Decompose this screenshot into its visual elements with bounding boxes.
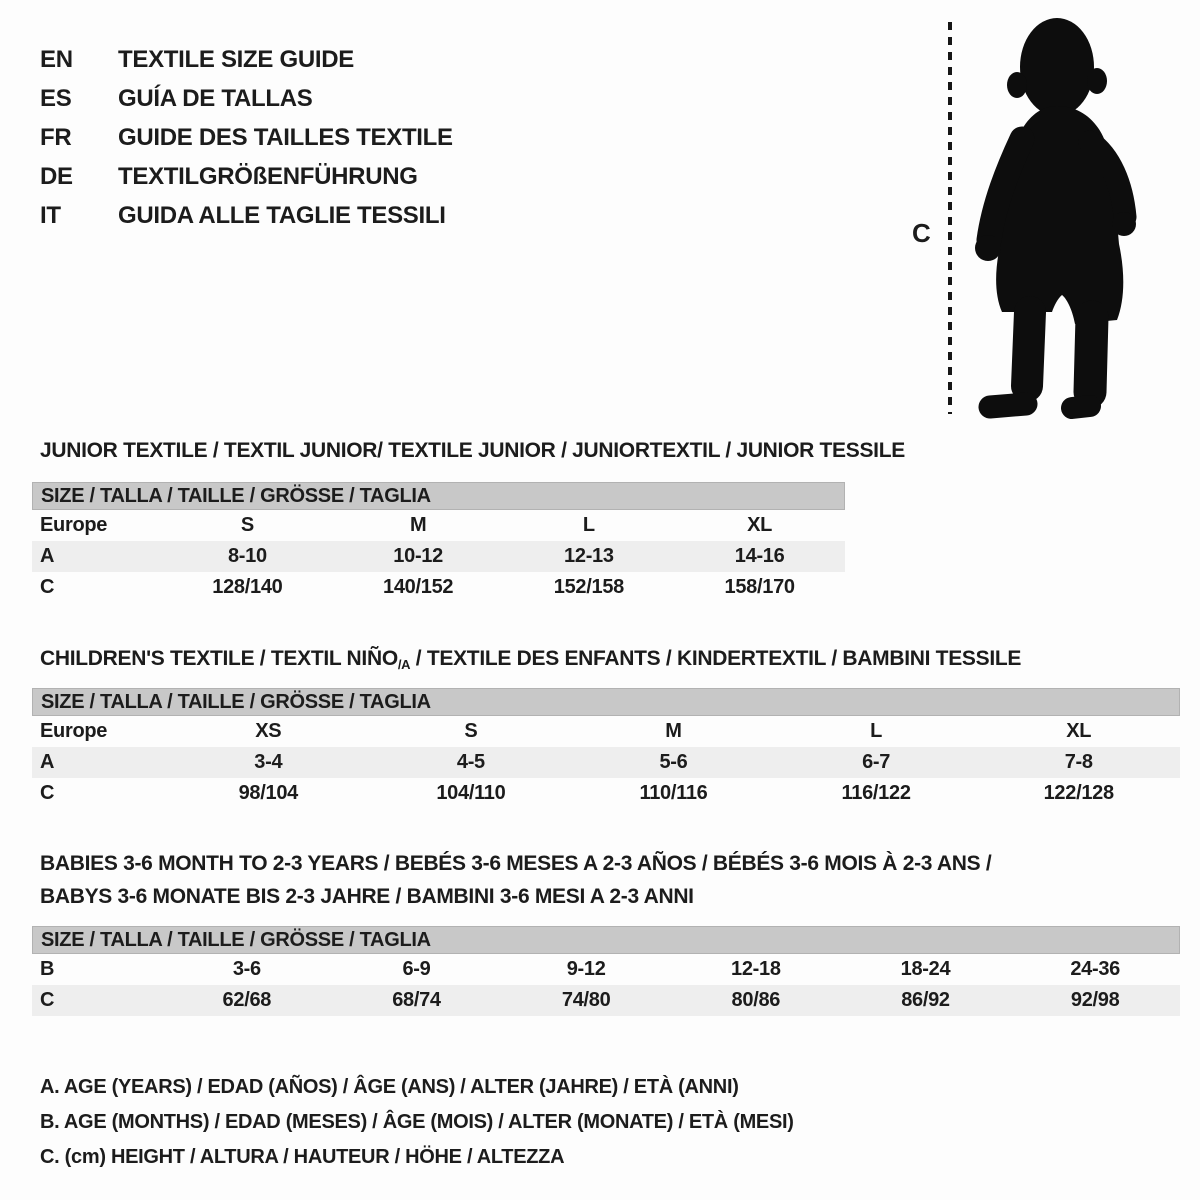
row-label: Europe [40,720,108,742]
row-label: A [40,751,55,773]
language-code: EN [40,45,73,73]
size-cell: 6-7 [862,751,891,773]
table-row [32,954,1180,985]
legend-line-b: B. AGE (MONTHS) / EDAD (MESES) / ÂGE (MOIS) / ALTER (MONATE) / ETÀ (MESI) [40,1111,794,1133]
table-row [32,510,845,541]
row-label: C [40,782,55,804]
size-cell: 104/110 [436,782,506,804]
size-cell: 116/122 [841,782,911,804]
size-cell: 152/158 [553,576,624,598]
size-cell: L [870,720,883,742]
size-cell: 86/92 [901,989,950,1011]
size-cell: XS [255,720,282,742]
table-row [32,572,845,603]
title-segment: JUNIOR TEXTILE / TEXTIL JUNIOR/ TEXTILE JUNIOR / JUNIORTEXTIL / JUNIOR TESSILE [40,439,905,462]
size-cell: XL [747,514,773,536]
title-segment: BABYS 3-6 MONATE BIS 2-3 JAHRE / BAMBINI 3-6 MESI A 2-3 ANNI [40,885,694,908]
childrens-size-table [32,688,1180,809]
table-row [32,985,1180,1016]
title-line [40,880,991,913]
size-cell: 74/80 [561,989,611,1011]
row-label: A [40,545,55,567]
size-cell: 6-9 [402,958,431,980]
size-cell: 3-6 [232,958,261,980]
size-cell: 80/86 [731,989,781,1011]
language-code: ES [40,84,72,112]
size-cell: 9-12 [566,958,606,980]
language-label: GUIDA ALLE TAGLIE TESSILI [118,201,446,229]
babies-textile-title [40,847,991,913]
title-segment: CHILDREN'S TEXTILE / TEXTIL NIÑO [40,647,398,670]
size-cell: 122/128 [1043,782,1114,804]
size-cell: 18-24 [900,958,951,980]
title-line [40,434,905,467]
language-code: FR [40,123,72,151]
language-row-it [40,196,453,235]
size-cell: 8-10 [227,545,267,567]
language-label: TEXTILGRÖßENFÜHRUNG [118,162,418,190]
size-cell: XL [1066,720,1092,742]
table-row [32,778,1180,809]
table-row [32,716,1180,747]
size-cell: 7-8 [1064,751,1093,773]
size-cell: M [665,720,682,742]
size-cell: S [240,514,254,536]
size-cell: 12-13 [564,545,614,567]
legend-line-a: A. AGE (YEARS) / EDAD (AÑOS) / ÂGE (ANS) / ALTER (JAHRE) / ETÀ (ANNI) [40,1076,739,1098]
size-cell: S [464,720,478,742]
size-cell: 24-36 [1070,958,1120,980]
size-cell: 12-18 [731,958,781,980]
babies-size-table [32,926,1180,1016]
size-cell: 128/140 [212,576,283,598]
size-cell: 10-12 [393,545,443,567]
language-label: GUIDE DES TAILLES TEXTILE [118,123,453,151]
row-label: B [40,958,55,980]
language-row-de [40,157,453,196]
table-row [32,541,845,572]
size-cell: 4-5 [456,751,485,773]
title-segment: BABIES 3-6 MONTH TO 2-3 YEARS / BEBÉS 3-6 MESES A 2-3 AÑOS / BÉBÉS 3-6 MOIS À 2-3 ANS / [40,852,992,875]
size-cell: 158/170 [724,576,795,598]
language-label: TEXTILE SIZE GUIDE [118,45,354,73]
size-cell: 3-4 [254,751,283,773]
height-measure-dashed-line [948,22,952,414]
size-cell: M [409,514,427,536]
language-code: DE [40,162,73,190]
row-label: C [40,989,55,1011]
size-header-bar: SIZE / TALLA / TAILLE / GRÖSSE / TAGLIA [32,688,1180,716]
size-header-bar: SIZE / TALLA / TAILLE / GRÖSSE / TAGLIA [32,926,1180,954]
language-row-es [40,79,453,118]
row-label: C [40,576,55,598]
language-list [40,40,453,235]
size-cell: 14-16 [734,545,785,567]
title-segment: / TEXTILE DES ENFANTS / KINDERTEXTIL / BAMBINI TESSILE [410,647,1022,670]
height-measure-label: C [912,218,931,248]
size-header-bar: SIZE / TALLA / TAILLE / GRÖSSE / TAGLIA [32,482,845,510]
height-figure [900,0,1160,430]
toddler-silhouette-icon [962,14,1147,419]
size-cell: 110/116 [639,782,708,804]
size-cell: 98/104 [238,782,298,804]
table-row [32,747,1180,778]
size-cell: 5-6 [659,751,688,773]
title-line [40,642,1021,681]
title-subscript-segment: /A [397,657,411,672]
junior-textile-title [40,434,905,467]
legend [40,1070,794,1175]
row-label: Europe [40,514,108,536]
language-code: IT [40,201,61,229]
legend-line-c: C. (cm) HEIGHT / ALTURA / HAUTEUR / HÖHE / ALTEZZA [40,1146,565,1168]
language-row-fr [40,118,453,157]
size-cell: 92/98 [1070,989,1120,1011]
childrens-textile-title [40,642,1021,681]
size-cell: L [582,514,595,536]
junior-size-table [32,482,845,603]
size-cell: 62/68 [222,989,272,1011]
size-cell: 140/152 [383,576,454,598]
language-row-en [40,40,453,79]
size-cell: 68/74 [392,989,441,1011]
title-line [40,847,991,880]
language-label: GUÍA DE TALLAS [118,84,313,112]
